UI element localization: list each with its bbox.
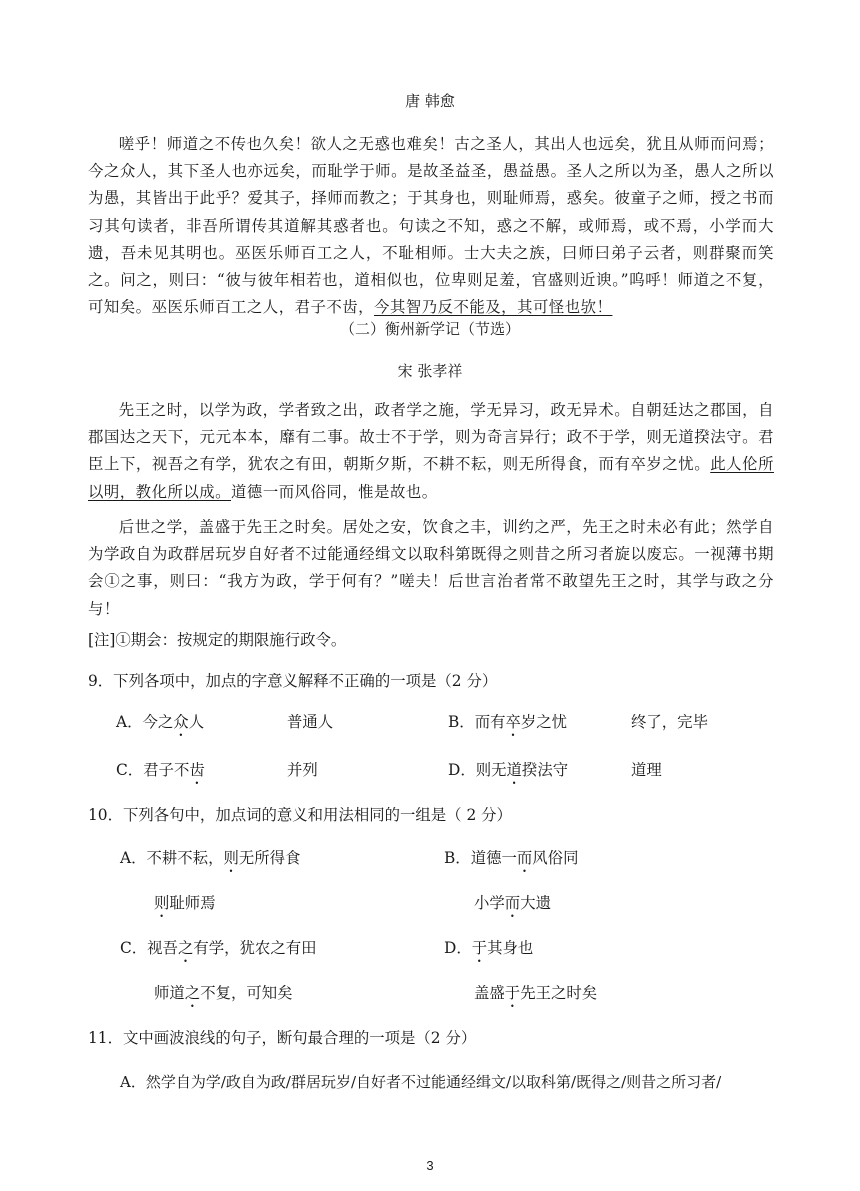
q9-b-dotted-char: 卒	[505, 713, 521, 731]
q9-a-after: 人	[188, 713, 205, 731]
q9-d-after: 揆法守	[521, 761, 569, 779]
question-9-stem: 9．下列各项中，加点的字意义解释不正确的一项是（2 分）	[88, 672, 498, 690]
q9-option-d-meaning: 道理	[631, 761, 662, 779]
q9-option-c-meaning: 并列	[287, 761, 318, 779]
q10-option-a-line1[interactable]	[120, 846, 300, 876]
q10-c2-post: 不复，可知矣	[200, 984, 293, 1002]
passage1-paragraph	[88, 131, 774, 321]
q9-option-a[interactable]	[116, 710, 204, 740]
q9-c-label: C．君子不	[116, 761, 190, 779]
q9-a-dotted-char: 众	[173, 713, 189, 731]
q10-b1-post: 风俗同	[532, 849, 579, 867]
q10-b1-pre: B．道德一	[444, 849, 517, 867]
q10-b1-dotted: 而	[516, 849, 533, 867]
passage2-paragraph-2: 后世之学，盖盛于先王之时矣。居处之安，饮食之丰，训约之严，先王之时未必有此；然学自为学政自为政群居玩岁自好者不过能通经缉文以取科第既得之则昔之所习者旋以废忘。一视薄书期会①之事，则曰：“我方为政，学于何有？”嗟夫！后世言治者常不敢望先王之时，其学与政之分与！	[88, 518, 774, 618]
q10-d2-pre: 盖盛	[474, 984, 505, 1002]
q10-a1-post: 无所得食	[238, 849, 301, 867]
q9-option-a-meaning: 普通人	[287, 713, 334, 731]
question-11-stem: 11．文中画波浪线的句子，断句最合理的一项是（2 分）	[88, 1029, 477, 1047]
q10-option-d-line1[interactable]	[444, 936, 533, 966]
passage2-p1-tail: 道德一而风俗同，惟是故也。	[231, 482, 438, 501]
q10-b2-dotted: 而	[504, 894, 521, 912]
passage1-underlined-sentence: 今其智乃反不能及，其可怪也欤！	[374, 298, 613, 317]
q9-option-b[interactable]	[448, 710, 567, 740]
passage2-title: （二）衡州新学记（节选）	[339, 320, 520, 338]
q10-option-d-line2	[474, 981, 597, 1011]
q10-option-c-line1[interactable]	[120, 936, 317, 966]
q9-a-label: A．今之	[116, 713, 174, 731]
q9-c-dotted-char: 齿	[189, 761, 205, 779]
q10-a1-dotted: 则	[223, 849, 239, 867]
q10-option-c-line2	[154, 981, 293, 1011]
q9-b-after: 岁之忧	[520, 713, 568, 731]
q9-d-label: D．则无	[448, 761, 507, 779]
q10-c2-dotted: 之	[184, 984, 201, 1002]
q10-b2-pre: 小学	[474, 894, 505, 912]
q10-option-a-line2	[154, 891, 216, 921]
passage2-author: 宋 张孝祥	[397, 362, 463, 380]
q9-option-b-meaning: 终了，完毕	[631, 713, 708, 731]
passage2-underlined-sentence: 此人伦所以明，教化所以成。	[88, 455, 774, 501]
q10-b2-post: 大遗	[520, 894, 551, 912]
q10-d1-pre: D．	[444, 939, 472, 957]
q10-c1-post: 有学，犹农之有田	[193, 939, 317, 957]
page-number: 3	[426, 1158, 434, 1173]
q9-option-c[interactable]	[116, 758, 205, 788]
passage2-p1-text: 先王之时，以学为政，学者致之出，政者学之施，学无异习，政无异术。自朝廷达之郡国，自郡国达之天下，元元本本，靡有二事。故士不于学，则为奇言异行；政不于学，则无道揆法守。君臣上下，视吾之有学，犹农之有田，朝斯夕斯，不耕不耘，则无所得食，而有卒岁之忧。	[88, 401, 774, 474]
annotation-note: [注]①期会：按规定的期限施行政令。	[88, 631, 347, 649]
q10-d2-dotted: 于	[504, 984, 521, 1002]
q10-a2-post: 耻师焉	[169, 894, 216, 912]
passage2-paragraph-1	[88, 397, 774, 506]
q9-option-d[interactable]	[448, 758, 568, 788]
q10-option-b-line2	[474, 891, 551, 921]
passage1-text: 嗟乎！师道之不传也久矣！欲人之无惑也难矣！古之圣人，其出人也远矣，犹且从师而问焉；今之众人，其下圣人也亦远矣，而耻学于师。是故圣益圣，愚益愚。圣人之所以为圣，愚人之所以为愚，其皆出于此乎？爱其子，择师而教之；于其身也，则耻师焉，惑矣。彼童子之师，授之书而习其句读者，非吾所谓传其道解其惑者也。句读之不知，惑之不解，或师焉，或不焉，小学而大遗，吾未见其明也。巫医乐师百工之人，不耻相师。士大夫之族，曰师曰弟子云者，则群聚而笑之。问之，则曰：“彼与彼年相若也，道相似也，位卑则足羞，官盛则近谀。”呜呼！师道之不复，可知矣。巫医乐师百工之人，君子不齿，	[88, 135, 774, 317]
q9-d-dotted-char: 道	[506, 761, 522, 779]
q10-a2-dotted: 则	[154, 894, 170, 912]
q10-d1-dotted: 于	[471, 939, 488, 957]
q10-c2-pre: 师道	[154, 984, 185, 1002]
q10-d1-post: 其身也	[487, 939, 534, 957]
q10-a1-pre: A．不耕不耘，	[120, 849, 224, 867]
q9-b-label: B．而有	[448, 713, 506, 731]
passage1-author: 唐 韩愈	[405, 92, 455, 110]
q10-option-b-line1[interactable]	[444, 846, 578, 876]
q10-c1-dotted: 之	[177, 939, 194, 957]
q10-c1-pre: C．视吾	[120, 939, 178, 957]
question-10-stem: 10．下列各句中，加点词的意义和用法相同的一组是（ 2 分）	[88, 806, 512, 824]
q10-d2-post: 先王之时矣	[520, 984, 598, 1002]
q11-option-a[interactable]: A．然学自为学/政自为政/群居玩岁/自好者不过能通经缉文/以取科第/既得之/则昔之所习者/	[120, 1073, 722, 1091]
